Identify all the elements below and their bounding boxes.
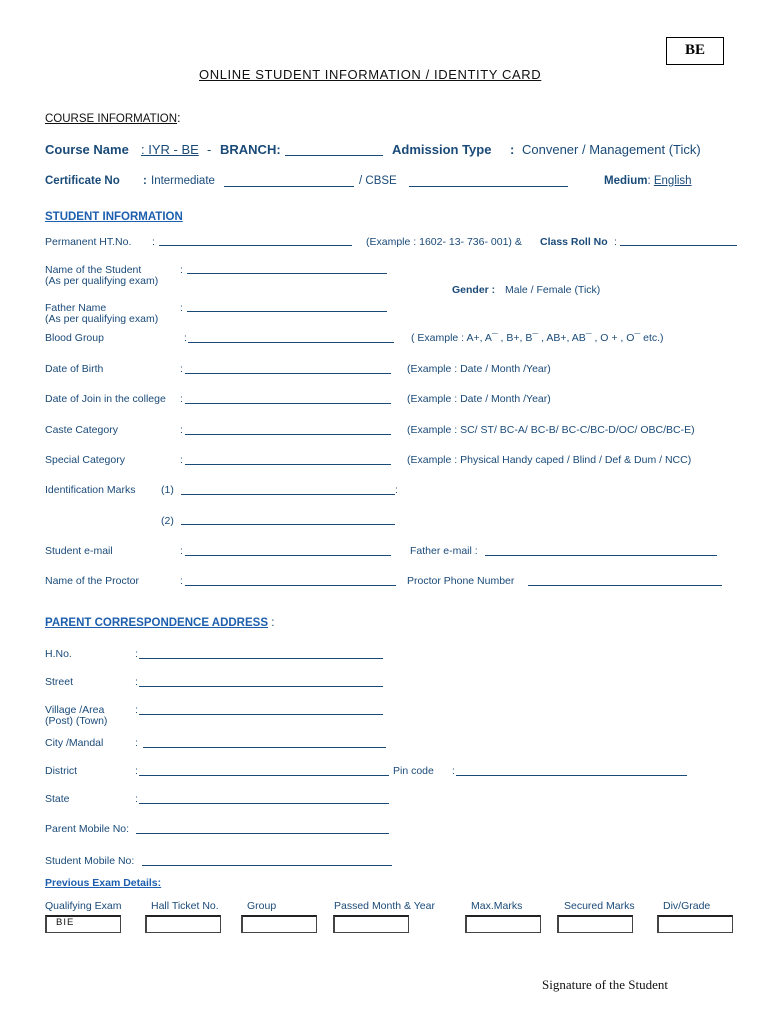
exam-col-passed: Passed Month & Year [334, 900, 435, 912]
proctor-name-label: Name of the Proctor [45, 575, 139, 587]
doj-field[interactable] [185, 403, 391, 404]
cbse-field[interactable] [409, 186, 568, 187]
class-roll-field[interactable] [620, 245, 737, 246]
previous-exam-heading: Previous Exam Details: [45, 877, 162, 889]
dob-field[interactable] [185, 373, 391, 374]
cbse-label: / CBSE [359, 175, 397, 187]
qualifying-exam-box[interactable] [45, 915, 121, 933]
village-colon: : [135, 704, 138, 716]
exam-col-group: Group [247, 900, 277, 912]
secured-marks-box[interactable] [557, 915, 633, 933]
village-field[interactable] [139, 714, 383, 715]
certificate-colon: : [143, 175, 147, 187]
student-mobile-label: Student Mobile No: [45, 855, 135, 867]
doj-colon: : [180, 393, 183, 405]
page-title: ONLINE STUDENT INFORMATION / IDENTITY CARD [199, 67, 542, 82]
caste-example: (Example : SC/ ST/ BC-A/ BC-B/ BC-C/BC-D/OC/ OBC/BC-E) [407, 424, 695, 436]
admission-type-label: Admission Type [392, 142, 492, 157]
course-dash: - [207, 142, 212, 157]
city-field[interactable] [143, 747, 386, 748]
permanent-ht-colon: : [152, 236, 155, 248]
father-name-field[interactable] [187, 311, 387, 312]
city-colon: : [135, 737, 138, 749]
medium-label: Medium: English [604, 175, 692, 187]
exam-col-secured-marks: Secured Marks [564, 900, 635, 912]
identification-mark-2-label: (2) [161, 515, 174, 527]
exam-col-grade: Div/Grade [663, 900, 711, 912]
max-marks-box[interactable] [465, 915, 541, 933]
signature-label: Signature of the Student [542, 977, 669, 992]
identification-mark-1-label: (1) [161, 484, 174, 496]
class-roll-label: Class Roll No [540, 236, 608, 248]
student-name-sublabel: (As per qualifying exam) [45, 275, 159, 287]
father-email-field[interactable] [485, 555, 717, 556]
student-name-label: Name of the Student [45, 264, 142, 276]
pincode-colon: : [452, 765, 455, 777]
state-label: State [45, 793, 70, 805]
pincode-field[interactable] [456, 775, 687, 776]
class-roll-colon: : [614, 236, 617, 248]
student-email-field[interactable] [185, 555, 391, 556]
course-name-label: Course Name [45, 142, 129, 157]
dob-label: Date of Birth [45, 363, 104, 375]
father-name-label: Father Name [45, 302, 107, 314]
student-email-label: Student e-mail [45, 545, 113, 557]
pincode-label: Pin code [393, 765, 434, 777]
city-label: City /Mandal [45, 737, 104, 749]
proctor-name-field[interactable] [185, 585, 396, 586]
blood-group-label: Blood Group [45, 332, 104, 344]
state-colon: : [135, 793, 138, 805]
address-heading: PARENT CORRESPONDENCE ADDRESS : [45, 617, 275, 629]
permanent-ht-field[interactable] [159, 245, 352, 246]
intermediate-label: Intermediate [151, 175, 215, 187]
admission-type-options[interactable]: Convener / Management (Tick) [522, 142, 701, 157]
program-badge: BE [666, 37, 724, 65]
intermediate-field[interactable] [224, 186, 354, 187]
grade-box[interactable] [657, 915, 733, 933]
district-label: District [45, 765, 78, 777]
permanent-ht-label: Permanent HT.No. [45, 236, 132, 248]
district-field[interactable] [139, 775, 389, 776]
dob-colon: : [180, 363, 183, 375]
gender-options[interactable]: Male / Female (Tick) [505, 284, 601, 296]
student-info-heading: STUDENT INFORMATION [45, 211, 183, 223]
father-name-colon: : [180, 302, 183, 314]
hno-field[interactable] [139, 658, 383, 659]
village-label: Village /Area [45, 704, 105, 716]
student-name-field[interactable] [187, 273, 387, 274]
exam-col-hall-ticket: Hall Ticket No. [151, 900, 219, 912]
proctor-name-colon: : [180, 575, 183, 587]
caste-colon: : [180, 424, 183, 436]
proctor-phone-field[interactable] [528, 585, 722, 586]
medium-value: English [653, 175, 692, 187]
blood-group-field[interactable] [188, 342, 394, 343]
proctor-phone-label: Proctor Phone Number [407, 575, 515, 587]
parent-mobile-field[interactable] [136, 833, 389, 834]
caste-field[interactable] [185, 434, 391, 435]
hno-colon: : [135, 648, 138, 660]
district-colon: : [135, 765, 138, 777]
course-name-value: : IYR - BE [141, 142, 199, 157]
identification-mark-2-field[interactable] [181, 524, 395, 525]
group-box[interactable] [241, 915, 317, 933]
hall-ticket-box[interactable] [145, 915, 221, 933]
certificate-label: Certificate No [45, 175, 120, 187]
post-town-label: (Post) (Town) [45, 715, 108, 727]
state-field[interactable] [139, 803, 389, 804]
exam-col-qualifying: Qualifying Exam [45, 900, 122, 912]
student-name-colon: : [180, 264, 183, 276]
caste-label: Caste Category [45, 424, 118, 436]
doj-example: (Example : Date / Month /Year) [407, 393, 551, 405]
identification-mark-1-field[interactable] [181, 494, 395, 495]
branch-field[interactable] [285, 155, 383, 156]
hno-label: H.No. [45, 648, 72, 660]
branch-label: BRANCH: [220, 142, 281, 157]
street-label: Street [45, 676, 74, 688]
student-email-colon: : [180, 545, 183, 557]
dob-example: (Example : Date / Month /Year) [407, 363, 551, 375]
identification-label: Identification Marks [45, 484, 136, 496]
special-category-colon: : [180, 454, 183, 466]
course-info-heading: COURSE INFORMATION: [45, 110, 181, 125]
street-field[interactable] [139, 686, 383, 687]
father-name-sublabel: (As per qualifying exam) [45, 313, 159, 325]
admission-type-colon: : [510, 142, 515, 157]
special-category-field[interactable] [185, 464, 391, 465]
ht-example: (Example : 1602- 13- 736- 001) & [366, 236, 522, 248]
doj-label: Date of Join in the college [45, 393, 166, 405]
gender-label: Gender : [452, 284, 496, 296]
qualifying-exam-value: BIE [56, 917, 75, 928]
special-category-example: (Example : Physical Handy caped / Blind / Def & Dum / NCC) [407, 454, 692, 466]
blood-group-colon: : [184, 332, 187, 344]
identification-mark-1-colon: : [395, 484, 398, 496]
exam-col-max-marks: Max.Marks [471, 900, 523, 912]
father-email-label: Father e-mail : [410, 545, 478, 557]
student-mobile-field[interactable] [142, 865, 392, 866]
passed-month-year-box[interactable] [333, 915, 409, 933]
street-colon: : [135, 676, 138, 688]
blood-group-example: ( Example : A+, A¯ , B+, B¯ , AB+, AB¯ , O + , O¯ etc.) [411, 332, 664, 344]
parent-mobile-label: Parent Mobile No: [45, 823, 130, 835]
special-category-label: Special Category [45, 454, 125, 466]
